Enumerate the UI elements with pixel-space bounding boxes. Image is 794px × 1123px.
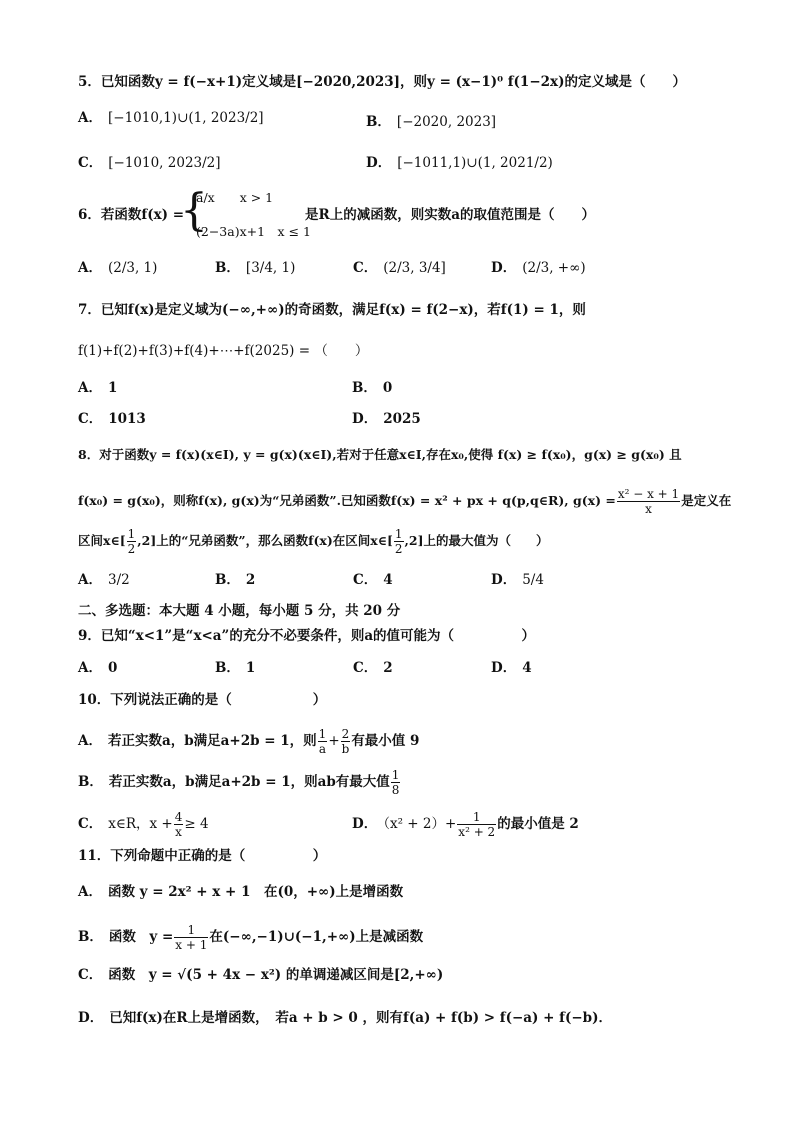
q5-option-b: B． [−2020, 2023] xyxy=(366,114,497,130)
q7-expression: f(1)+f(2)+f(3)+f(4)+⋯+f(2025) = （ ） xyxy=(78,343,369,359)
q11-option-b: B． 函数 y = $\frac{1}{x + 1}$ 在(−∞,−1)∪(−1,+∞)上是减函数 xyxy=(78,923,424,952)
q7-option-c: C． 1013 xyxy=(78,411,146,427)
q6-option-b: B． [3/4, 1) xyxy=(215,260,296,276)
q8-line-2: f(x₀) = g(x₀)，则称f(x), g(x)为“兄弟函数”.已知函数f(x) = x² + px + q(p,q∈R), g(x) = $\frac{\text{x² − x + 1}}{x}$ 是定义在 xyxy=(78,487,732,516)
q7-option-a: A． 1 xyxy=(78,380,118,396)
q7-option-d: D． 2025 xyxy=(352,411,421,427)
q6-stem-suffix: 是R上的减函数，则实数a的取值范围是（ ） xyxy=(305,207,595,223)
q10-option-b: B． 若正实数a，b满足a+2b = 1，则ab有最大值 $\frac{1}{8}$ xyxy=(78,768,400,797)
q7-option-b: B． 0 xyxy=(352,380,393,396)
q6-option-c: C． (2/3, 3/4] xyxy=(353,260,446,276)
q6-stem-prefix: 6．若函数f(x) = xyxy=(78,207,185,223)
q5-stem: 5．已知函数y = f(−x+1)定义域是[−2020,2023]，则y = (x−1)⁰ f(1−2x)的定义域是（ ） xyxy=(78,74,686,90)
q11-option-a: A． 函数 y = 2x² + x + 1 在(0，+∞)上是增函数 xyxy=(78,884,404,900)
q10-option-a: A． 若正实数a，b满足a+2b = 1，则 $\frac{1}{a}$ + $\frac{2}{b}$ 有最小值 9 xyxy=(78,727,420,756)
q8-line-3: 区间x∈[ $\frac{1}{2}$ ,2]上的“兄弟函数”，那么函数f(x)在区间x∈[ $\frac{1}{2}$ ,2]上的最大值为（ ） xyxy=(78,527,549,556)
q10-option-d: D． （x² + 2）+ $\frac{1}{\text{x² + 2}}$ 的最小值是 2 xyxy=(352,810,579,839)
q8-option-d: D． 5/4 xyxy=(491,572,544,588)
q11-option-c: C． 函数 y = √(5 + 4x − x²) 的单调递减区间是[2,+∞) xyxy=(78,967,444,983)
q9-option-c: C． 2 xyxy=(353,660,393,676)
q8-option-a: A． 3/2 xyxy=(78,572,130,588)
q8-option-b: B． 2 xyxy=(215,572,256,588)
q6-option-d: D． (2/3, +∞) xyxy=(491,260,586,276)
q6-brace: { xyxy=(180,185,208,236)
q8-line-1: 8．对于函数y = f(x)(x∈I), y = g(x)(x∈I),若对于任意x∈I,存在x₀,使得 f(x) ≥ f(x₀)，g(x) ≥ g(x₀) 且 xyxy=(78,447,682,462)
q6-piece-2: (2−3a)x+1 x ≤ 1 xyxy=(196,224,311,239)
q9-option-b: B． 1 xyxy=(215,660,256,676)
q5-option-a: A． [−1010,1)∪(1, 2023/2] xyxy=(78,110,264,126)
q9-option-a: A． 0 xyxy=(78,660,118,676)
q5-option-c: C． [−1010, 2023/2] xyxy=(78,155,221,171)
q7-stem: 7．已知f(x)是定义域为(−∞,+∞)的奇函数，满足f(x) = f(2−x)，若f(1) = 1，则 xyxy=(78,302,586,318)
q10-stem: 10．下列说法正确的是（ ） xyxy=(78,692,327,708)
q11-stem: 11．下列命题中正确的是（ ） xyxy=(78,848,327,864)
q10-option-c: C． x∈R，x + $\frac{4}{x}$ ≥ 4 xyxy=(78,810,209,839)
q9-option-d: D． 4 xyxy=(491,660,532,676)
q9-stem: 9．已知“x<1”是“x<a”的充分不必要条件，则a的值可能为（ ） xyxy=(78,628,536,644)
q11-option-d: D． 已知f(x)在R上是增函数， 若a + b > 0 ，则有f(a) + f(b) > f(−a) + f(−b)． xyxy=(78,1010,612,1026)
q6-piece-1: a/x x > 1 xyxy=(196,190,274,205)
q5-option-d: D． [−1011,1)∪(1, 2021/2) xyxy=(366,155,553,171)
section-2-heading: 二、多选题：本大题 4 小题，每小题 5 分，共 20 分 xyxy=(78,603,401,619)
q6-option-a: A． (2/3, 1) xyxy=(78,260,158,276)
q8-option-c: C． 4 xyxy=(353,572,393,588)
